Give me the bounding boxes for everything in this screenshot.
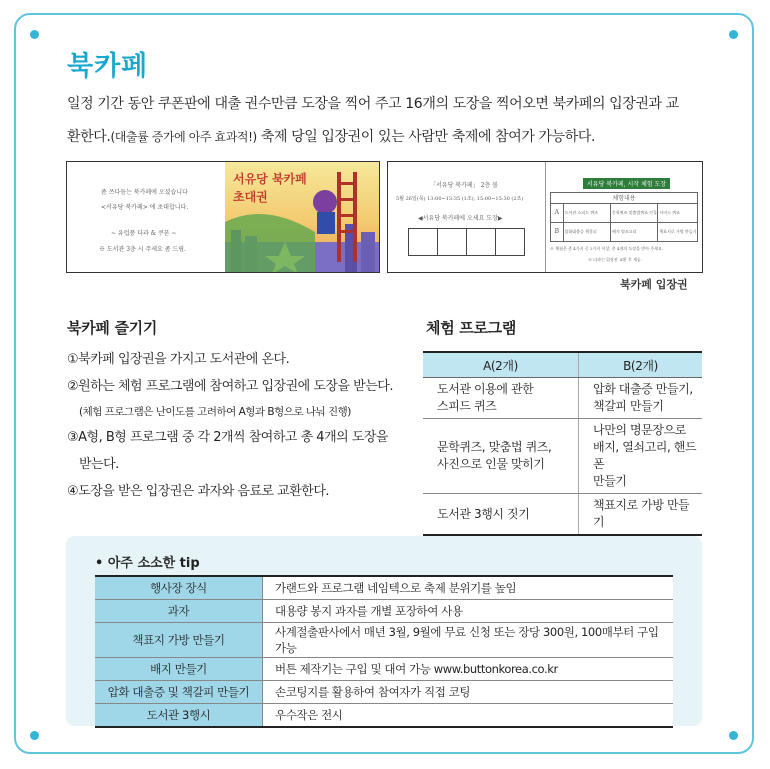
cell-line: 도서관 이용에 관한 [437,382,534,396]
handwritten-text: 책표지로 가방 만들기 [659,229,697,234]
handwritten-text: 체험내용 [551,193,697,204]
cell-line: 스피드 퀴즈 [437,399,497,413]
handwritten-text: ※ 도서관 3층 시 주세요 좀 드림. [99,246,186,253]
tip-key: 압화 대출증 및 책갈피 만들기 [95,681,263,704]
stamp-box [467,229,496,255]
tip-value: 손코팅지를 활용하여 참여자가 직접 코팅 [263,681,674,704]
table-row [423,419,702,494]
image-caption: 북카페 입장권 [620,278,688,291]
poster-subtitle: 초대권 [233,190,268,204]
corner-dot-top-left [30,30,39,39]
table-row [423,494,702,536]
handwritten-text: 서비스 퀴즈 [659,210,680,215]
corner-dot-top-right [729,30,738,39]
table-row [95,681,673,704]
cell-line: 사진으로 인물 맞히기 [437,457,545,471]
intro-aside: (대출률 증가에 아주 효과적!) [110,130,257,144]
tip-value: 대용량 봉지 과자를 개별 포장하여 사용 [263,600,674,623]
mini-row [551,204,697,223]
tip-key: 배지 만들기 [95,658,263,681]
cell-b [579,419,703,494]
tip-key: 도서관 3행시 [95,704,263,728]
poster-title: 서유당 북카페 [233,172,307,186]
table-header-row [423,352,702,378]
handwritten-text: B [551,223,564,241]
cell-a [423,378,579,419]
step-2: ②원하는 체험 프로그램에 참여하고 입장권에 도장을 받는다. [67,379,393,394]
tip-value: 우수작은 전시 [263,704,674,728]
program-heading: 체험 프로그램 [426,319,517,337]
handwritten-text: 압화대출증 책갈피 [564,223,611,241]
stamp-box [409,229,438,255]
cell-b [579,494,703,536]
intro-line-2 [67,121,717,154]
program-table [423,351,702,536]
handwritten-title: 서유당 북카페, 시작 체험 도장 [583,178,670,189]
stamp-box [496,229,524,255]
intro-text: 환한다. [67,129,111,145]
tip-table [95,575,673,728]
table-row [95,623,673,658]
page-title: 북카페 [67,51,149,82]
table-row [95,576,673,600]
ticket-image-left [66,161,380,273]
cell-line: 나만의 명문장으로 [593,423,686,437]
ticket-image-right [387,161,703,273]
cell-line: 도서관 3행시 짓기 [437,506,530,521]
cell-line: 책갈피 만들기 [593,399,664,413]
handwritten-text: 「서유당 북카페」 2층 볼 [430,182,498,189]
ticket-divider [545,162,546,273]
enjoy-steps [67,346,412,505]
step-3-cont: 받는다. [79,457,119,472]
tip-value: 가랜드와 프로그램 네임텍으로 축제 분위기를 높임 [263,576,674,600]
tip-key: 행사장 장식 [95,576,263,600]
handwritten-text: ◀서유당 북카페에 오세요 도장▶ [418,215,503,222]
cell-a [423,494,579,536]
cell-b [579,378,703,419]
table-row [95,600,673,623]
handwritten-text: 도서관 스피드 퀴즈 [564,204,611,222]
column-header-a: A(2개) [423,352,579,378]
mini-row [551,223,697,241]
handwritten-text: 5월 26일(목) 13:00~13:35 (1조), 15:00~15:30 (2조) [396,196,524,202]
handwritten-text: 문학퀴즈 맞춤법퀴즈 인물 [611,204,658,222]
tip-key: 책표지 가방 만들기 [95,623,263,658]
enjoy-heading: 북카페 즐기기 [67,319,158,337]
intro-text-end: 축제 당일 입장권이 있는 사람만 축제에 참여가 가능하다. [256,129,596,145]
poster-illustration [225,162,380,273]
tip-value: 사계절출판사에서 매년 3월, 9월에 무료 신청 또는 장당 300원, 100매부터 구입 가능 [263,623,674,658]
mini-table [550,192,698,242]
intro-line-1: 일정 기간 동안 쿠폰판에 대출 권수만큼 도장을 찍어 주고 16개의 도장을 찍어오면 북카페의 입장권과 교 [67,96,679,112]
cell-line: 문학퀴즈, 맞춤법 퀴즈, [437,440,552,454]
intro-paragraph [67,88,717,154]
handwritten-text: A [551,204,564,222]
cell-line: 배지, 열쇠고리, 핸드폰 [593,440,697,471]
handwritten-text: 배지 열쇠고리 [611,223,658,241]
cell-line: 만들기 [593,474,627,488]
handwritten-text: ※ 다과는 입장권 교환 후 제공. [588,257,643,262]
tip-key: 과자 [95,600,263,623]
table-row [423,378,702,419]
handwritten-text: 좀 쓰다듬는 북카페에 오셨습니다 [101,189,188,196]
cell-line: 압화 대출증 만들기, [593,382,693,396]
cell-a [423,419,579,494]
stamp-box [438,229,467,255]
cell-line: 책표지로 가방 만들기 [593,498,690,529]
handwritten-text: <서유당 북카페> 에 초대합니다. [101,204,189,211]
tip-value: 버튼 제작기는 구입 및 대여 가능 www.buttonkorea.co.kr [263,658,674,681]
stamp-boxes [408,228,525,256]
column-header-b: B(2개) [579,352,703,378]
step-3: ③A형, B형 프로그램 중 각 2개씩 참여하고 총 4개의 도장을 [67,430,388,445]
table-row [95,658,673,681]
handwritten-text: ~ 유럽풍 다과 & 쿠폰 ~ [111,230,177,237]
step-note: (체험 프로그램은 난이도를 고려하여 A형과 B형으로 나눠 진행) [79,406,351,418]
step-4: ④도장을 받은 입장권은 과자와 음료로 교환한다. [67,484,330,499]
handwritten-text: ※ 체험은 총 4가지 중 2가지 이상, 총 4개의 도장을 받아 주세요. [550,246,664,251]
step-1: ①북카페 입장권을 가지고 도서관에 온다. [67,352,290,367]
corner-dot-bottom-left [30,731,39,740]
table-row [95,704,673,728]
tip-heading: • 아주 소소한 tip [95,556,200,571]
corner-dot-bottom-right [729,731,738,740]
